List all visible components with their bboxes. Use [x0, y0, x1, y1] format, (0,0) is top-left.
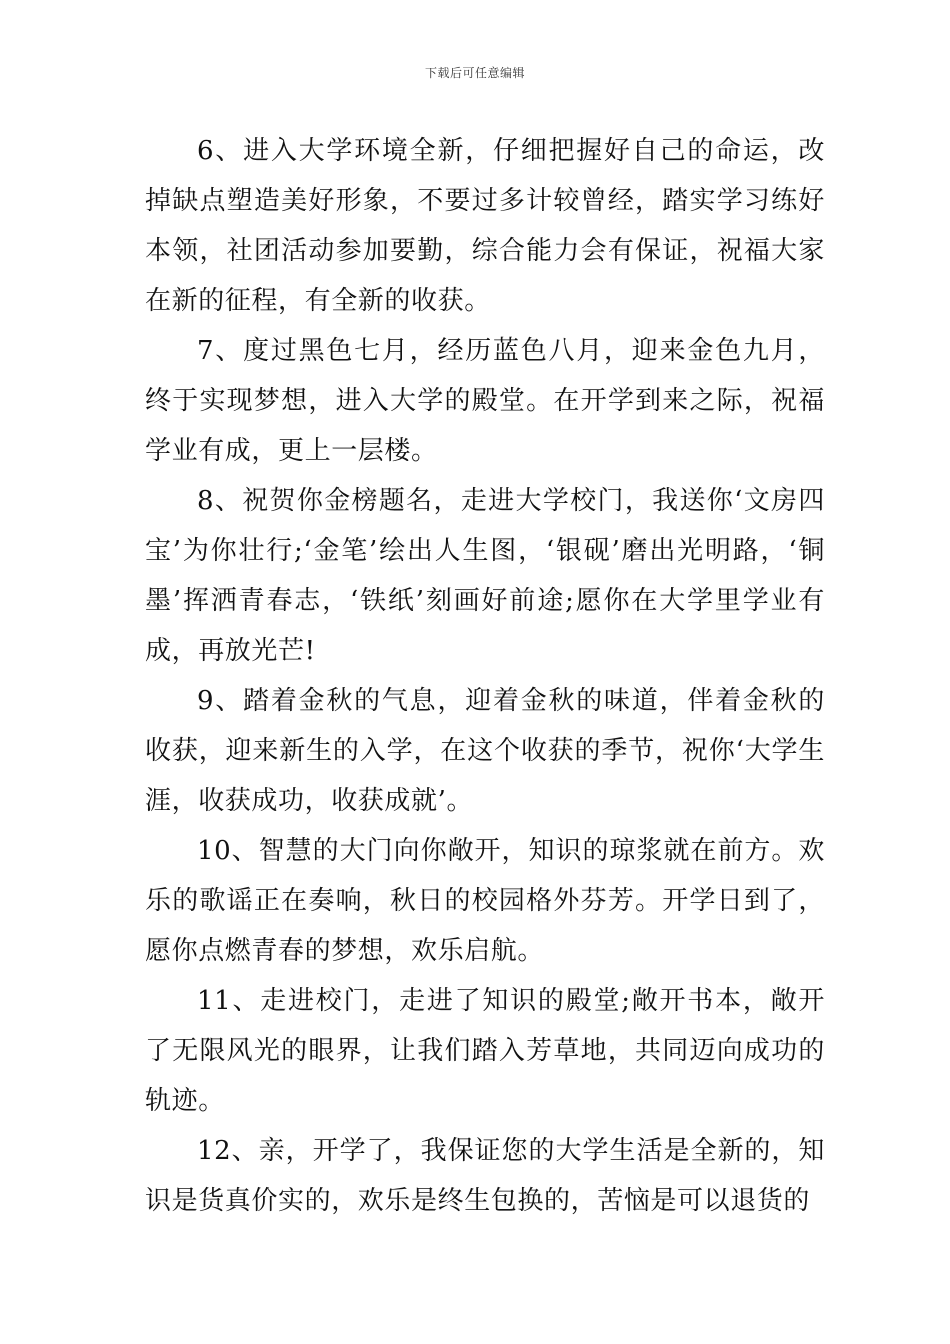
page-header: 下载后可任意编辑: [424, 66, 525, 80]
paragraph-10: 10、智慧的大门向你敞开，知识的琼浆就在前方。欢乐的歌谣正在奏响，秋日的校园格外芬芳。开学日到了，愿你点燃青春的梦想，欢乐启航。: [145, 836, 825, 966]
paragraph-8: 8、祝贺你金榜题名，走进大学校门，我送你‘文房四宝’为你壮行;‘金笔’绘出人生图，‘银砚’磨出光明路，‘铜墨’挥洒青春志，‘铁纸’刻画好前途;愿你在大学里学业有成，再放光芒!: [145, 486, 825, 666]
document-body: [145, 126, 825, 1226]
paragraph-9: 9、踏着金秋的气息，迎着金秋的味道，伴着金秋的收获，迎来新生的入学，在这个收获的季节，祝你‘大学生涯，收获成功，收获成就’。: [145, 686, 825, 816]
paragraph-11: 11、走进校门，走进了知识的殿堂;敞开书本，敞开了无限风光的眼界，让我们踏入芳草地，共同迈向成功的轨迹。: [145, 986, 825, 1116]
paragraph-12: 12、亲，开学了，我保证您的大学生活是全新的，知识是货真价实的，欢乐是终生包换的，苦恼是可以退货的: [145, 1136, 825, 1216]
paragraph-7: 7、度过黑色七月，经历蓝色八月，迎来金色九月，终于实现梦想，进入大学的殿堂。在开学到来之际，祝福学业有成，更上一层楼。: [145, 336, 825, 466]
paragraph-6: 6、进入大学环境全新，仔细把握好自己的命运，改掉缺点塑造美好形象，不要过多计较曾经，踏实学习练好本领，社团活动参加要勤，综合能力会有保证，祝福大家在新的征程，有全新的收获。: [145, 136, 825, 316]
